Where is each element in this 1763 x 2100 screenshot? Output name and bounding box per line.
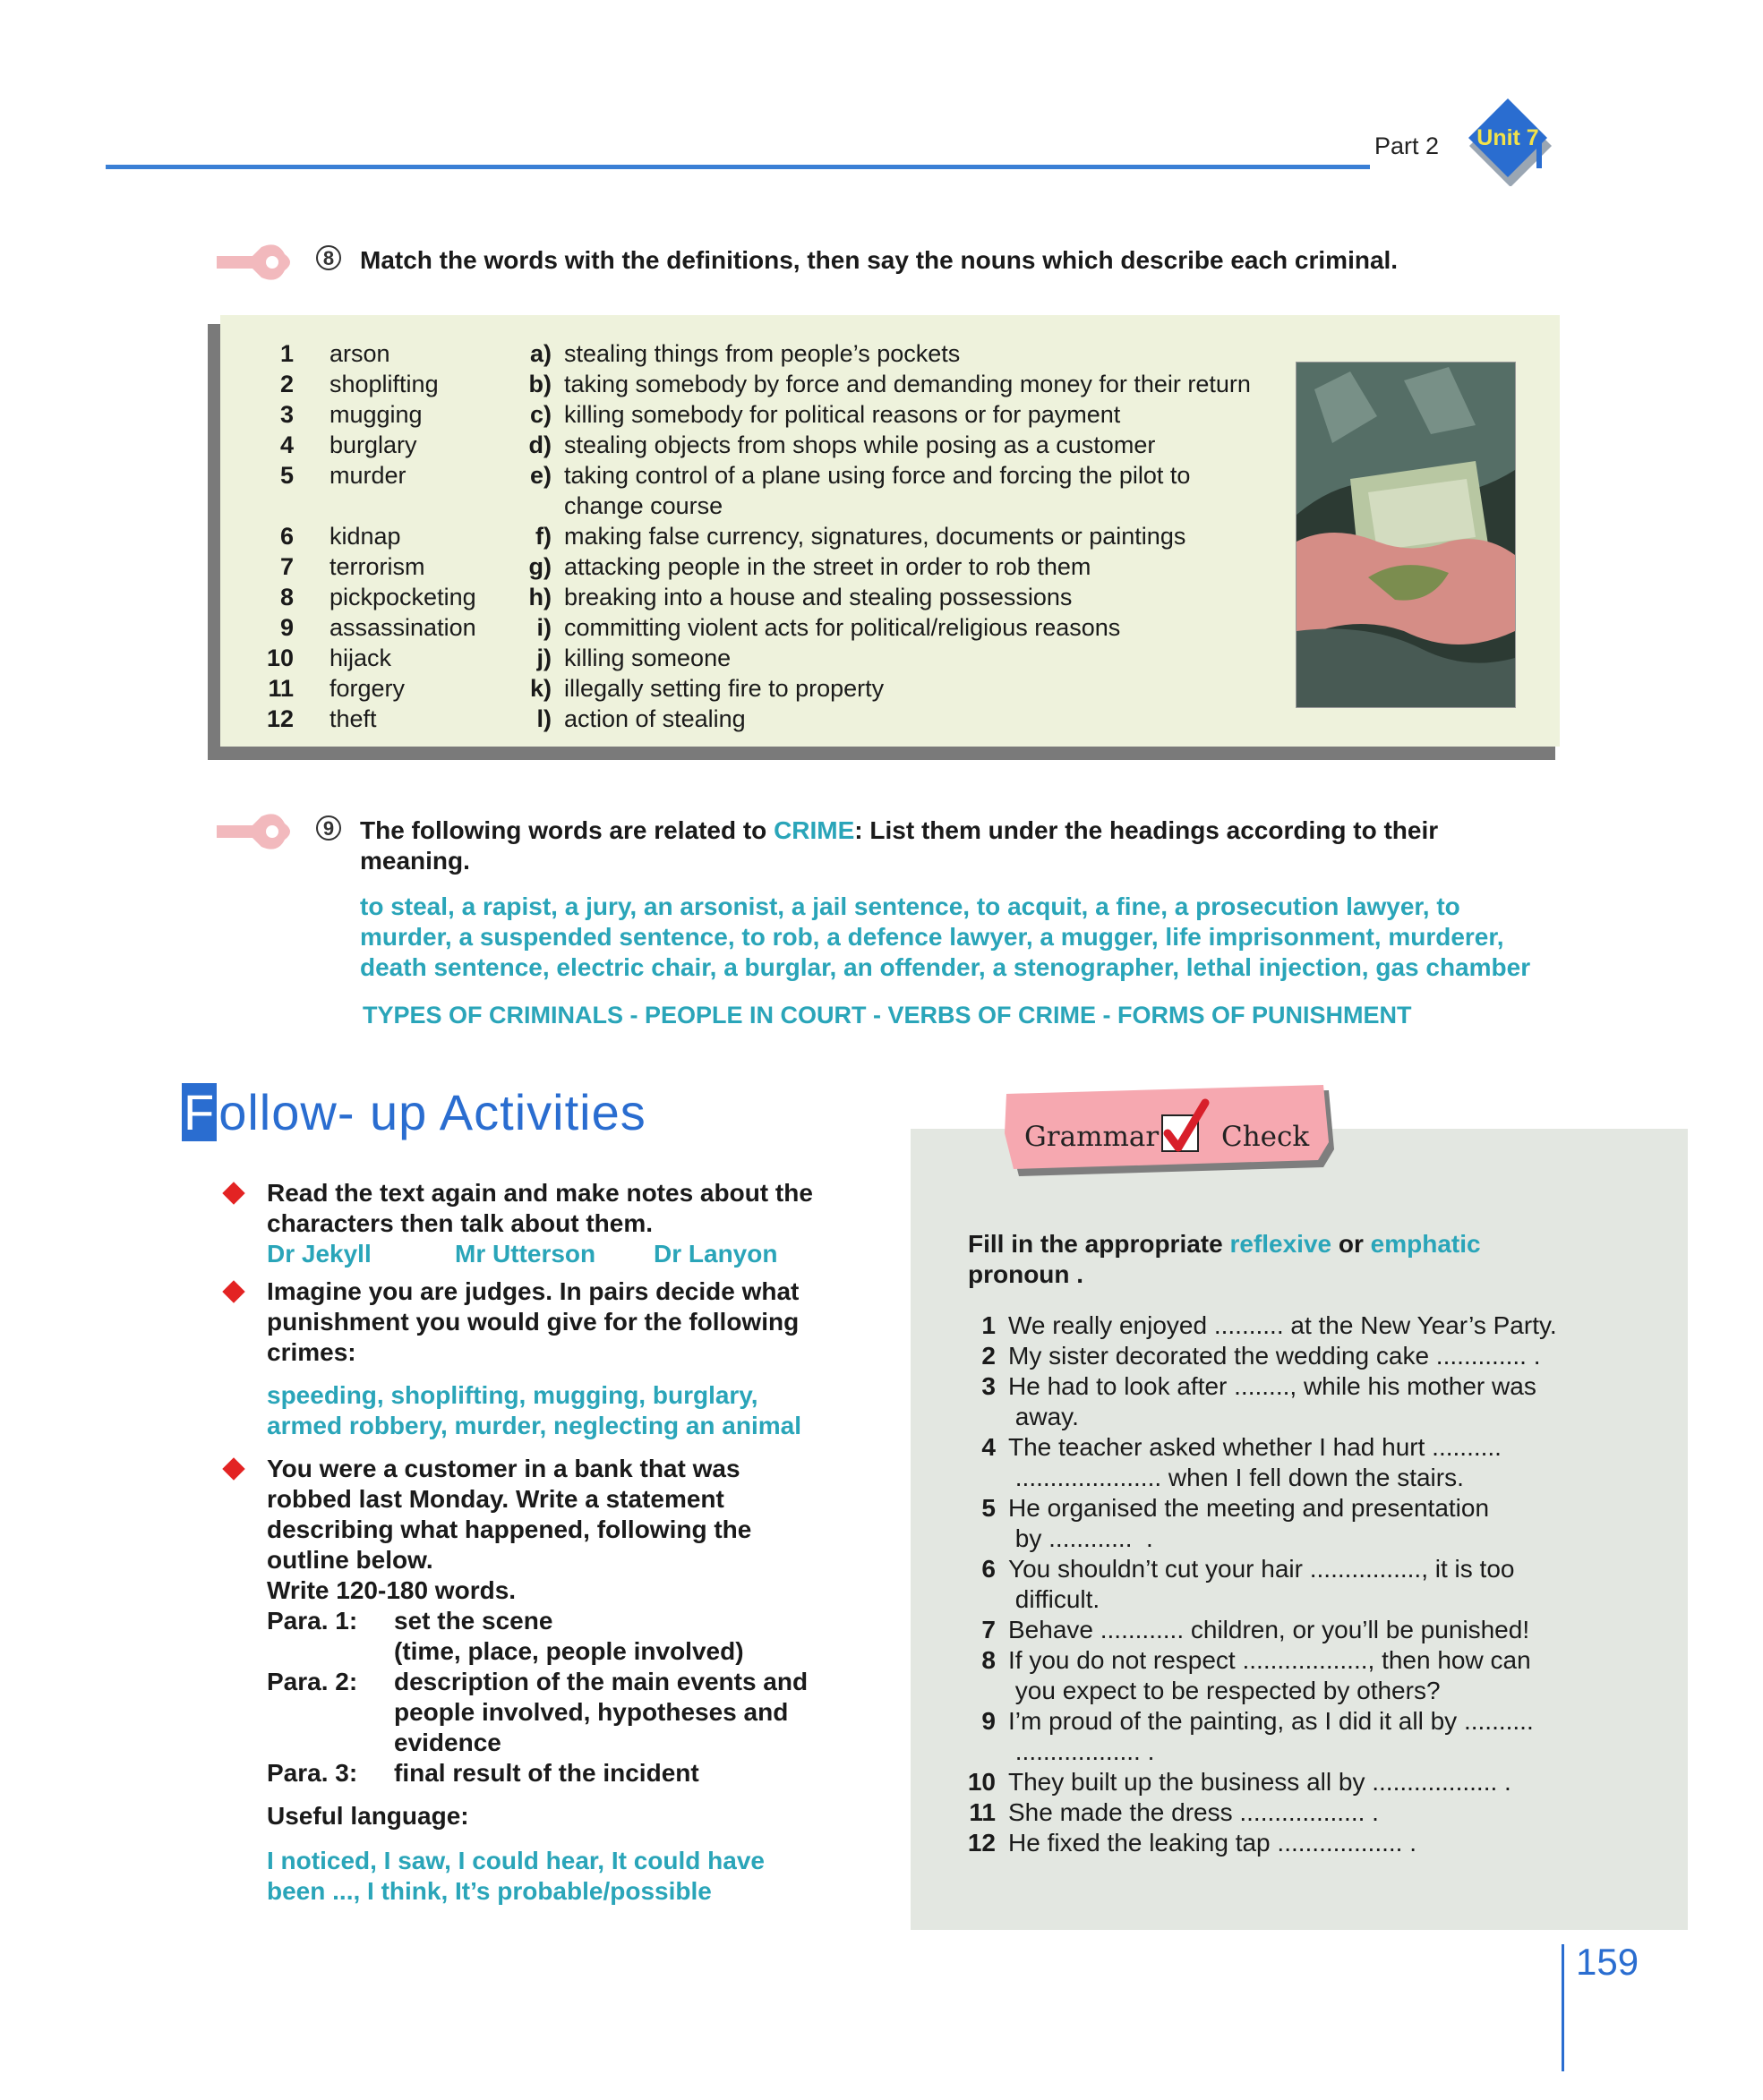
grammar-instr-line2: pronoun . — [968, 1260, 1084, 1288]
match-definition — [564, 338, 1280, 369]
money-hands-photo — [1296, 362, 1516, 708]
grammar-sentence-number: 7 — [981, 1616, 996, 1643]
grammar-sentence-line: ..................... when I fell down the stairs. — [1008, 1464, 1464, 1491]
grammar-instr-pre: Fill in the appropriate — [968, 1230, 1230, 1258]
match-word-number: 6 — [279, 523, 294, 550]
grammar-sentence-text — [1008, 1797, 1549, 1828]
match-word-number: 8 — [279, 584, 294, 610]
grammar-instructions — [968, 1229, 1648, 1290]
character-name: Dr Jekyll — [267, 1240, 372, 1268]
grammar-sentence-number: 9 — [981, 1707, 996, 1735]
match-word-number: 1 — [279, 340, 294, 367]
grammar-sentence-number: 4 — [981, 1433, 996, 1461]
grammar-instr-mid: or — [1331, 1230, 1371, 1258]
match-word-number: 12 — [266, 705, 294, 732]
match-definition — [564, 551, 1280, 582]
grammar-sentence-line: He fixed the leaking tap .................. . — [1008, 1829, 1416, 1857]
exercise-9-title-post: : List them under the headings according to their — [854, 816, 1439, 844]
match-word: forgery — [329, 675, 406, 702]
match-definition — [564, 582, 1280, 612]
crime-words-line: to steal, a rapist, a jury, an arsonist, a jail sentence, to acquit, a fine, a prosecution lawyer, to — [360, 892, 1460, 920]
crime-words-list — [360, 892, 1560, 983]
para-1 — [267, 1606, 840, 1667]
bullet-diamond-icon — [222, 1457, 244, 1480]
followup-item-1-line: Read the text again and make notes about the — [267, 1179, 813, 1207]
match-word-number: 7 — [279, 553, 294, 580]
para-label: Para. 3: — [267, 1759, 358, 1787]
match-def-letter: e) — [529, 462, 552, 489]
character-list — [267, 1239, 840, 1269]
match-word: shoplifting — [329, 371, 439, 397]
grammar-sentence-line: difficult. — [1008, 1585, 1100, 1613]
match-word: burglary — [329, 431, 417, 458]
grammar-keyword-emphatic: emphatic — [1370, 1230, 1481, 1258]
para-text: final result of the incident — [394, 1759, 699, 1787]
para-3 — [267, 1758, 840, 1788]
match-word-number: 2 — [279, 371, 294, 397]
match-definition — [564, 643, 1280, 673]
match-word-number: 9 — [279, 614, 294, 641]
followup-item-2-line: crimes: — [267, 1338, 356, 1366]
match-definition — [564, 430, 1280, 460]
match-definition-text: breaking into a house and stealing possessions — [564, 584, 1073, 610]
match-definition-text: attacking people in the street in order to rob them — [564, 553, 1091, 580]
useful-language-line: I noticed, I saw, I could hear, It could have — [267, 1847, 765, 1874]
followup-item-2 — [267, 1276, 840, 1441]
grammar-keyword-reflexive: reflexive — [1229, 1230, 1332, 1258]
grammar-sentence-line: We really enjoyed .......... at the New Year’s Party. — [1008, 1311, 1557, 1339]
match-def-letter: h) — [528, 584, 552, 610]
match-definition — [564, 521, 1280, 551]
para-text: (time, place, people involved) — [394, 1637, 744, 1665]
exercise-9-title-pre: The following words are related to — [360, 816, 775, 844]
match-word: assassination — [329, 614, 476, 641]
match-word: mugging — [329, 401, 423, 428]
match-def-letter: g) — [528, 553, 552, 580]
para-text: evidence — [394, 1729, 501, 1756]
match-definition — [564, 612, 1280, 643]
exercise-pin-icon — [215, 242, 295, 283]
grammar-sentence-text — [1008, 1706, 1549, 1767]
match-definition — [564, 704, 1280, 734]
header-rule — [106, 165, 1370, 169]
para-2 — [267, 1667, 840, 1758]
match-definition-text: making false currency, signatures, documents or paintings — [564, 523, 1186, 550]
grammar-tag-left: Grammar — [1024, 1121, 1160, 1153]
match-def-letter: j) — [536, 645, 552, 671]
match-definition-text: committing violent acts for political/religious reasons — [564, 614, 1121, 641]
match-definition-text: action of stealing — [564, 705, 746, 732]
match-word: murder — [329, 462, 407, 489]
grammar-sentence-text — [1008, 1432, 1549, 1493]
exercise-8-number: 8 — [322, 247, 335, 269]
character-name: Mr Utterson — [455, 1240, 596, 1268]
part-label: Part 2 — [1374, 132, 1440, 159]
grammar-sentence-text — [1008, 1493, 1549, 1554]
match-definition-text: killing someone — [564, 645, 732, 671]
exercise-9-title-line2: meaning. — [360, 847, 470, 875]
match-def-letter: d) — [528, 431, 552, 458]
para-label: Para. 1: — [267, 1607, 358, 1635]
exercise-9-number-badge — [315, 815, 342, 846]
match-word: pickpocketing — [329, 584, 476, 610]
match-word-number: 4 — [279, 431, 294, 458]
grammar-sentence-text — [1008, 1767, 1549, 1797]
match-definition — [564, 673, 1280, 704]
grammar-sentence-text — [1008, 1645, 1549, 1706]
grammar-sentence-number: 6 — [981, 1555, 996, 1583]
followup-item-2-line: Imagine you are judges. In pairs decide what — [267, 1277, 800, 1305]
grammar-sentence-number: 10 — [967, 1768, 996, 1796]
match-definition-text: illegally setting fire to property — [564, 675, 885, 702]
exercise-8-title: Match the words with the definitions, then say the nouns which describe each criminal. — [360, 246, 1399, 274]
grammar-sentence-line: .................. . — [1008, 1737, 1155, 1765]
exercise-9-number: 9 — [322, 817, 335, 840]
match-word: terrorism — [329, 553, 425, 580]
match-word-number: 10 — [266, 645, 294, 671]
crime-words-line: death sentence, electric chair, a burglar, an offender, a stenographer, lethal injection, gas chamber — [360, 953, 1531, 981]
useful-language-label: Useful language: — [267, 1802, 469, 1830]
match-word-number: 5 — [279, 462, 294, 489]
grammar-sentence-line: away. — [1008, 1403, 1079, 1430]
grammar-sentence-text — [1008, 1371, 1549, 1432]
unit-badge — [1461, 95, 1553, 186]
match-word-number: 3 — [279, 401, 294, 428]
exercise-9-title-key: CRIME — [774, 816, 855, 844]
grammar-check-tag — [1003, 1083, 1334, 1176]
followup-item-3-line: outline below. — [267, 1546, 433, 1574]
followup-item-3-line: robbed last Monday. Write a statement — [267, 1485, 724, 1513]
grammar-sentence-number: 3 — [981, 1372, 996, 1400]
grammar-sentence-text — [1008, 1554, 1549, 1615]
grammar-sentence-text — [1008, 1310, 1557, 1341]
match-def-letter: a) — [529, 340, 552, 367]
grammar-sentence-text — [1008, 1341, 1549, 1371]
grammar-sentence-text — [1008, 1828, 1549, 1858]
match-definition-text: stealing objects from shops while posing as a customer — [564, 431, 1156, 458]
crime-words-line: murder, a suspended sentence, to rob, a defence lawyer, a mugger, life imprisonment, murderer, — [360, 923, 1504, 951]
exercise-8-number-badge — [315, 244, 342, 276]
followup-item-1 — [267, 1178, 840, 1269]
followup-title-initial: F — [184, 1084, 216, 1140]
grammar-sentence-number: 2 — [981, 1342, 996, 1370]
page-number: 159 — [1576, 1941, 1639, 1983]
match-definition-text: change course — [564, 492, 723, 519]
grammar-sentence-line: She made the dress .................. . — [1008, 1798, 1379, 1826]
crimes-line: armed robbery, murder, neglecting an animal — [267, 1412, 801, 1439]
bullet-diamond-icon — [222, 1280, 244, 1302]
grammar-sentence-number: 8 — [981, 1646, 996, 1674]
grammar-sentence-text — [1008, 1615, 1549, 1645]
grammar-sentence-line: If you do not respect .................., then how can — [1008, 1646, 1531, 1674]
match-def-letter: l) — [536, 705, 552, 732]
page-number-rule — [1562, 1944, 1564, 2071]
exercise-pin-icon — [215, 811, 295, 852]
crime-headings: TYPES OF CRIMINALS - PEOPLE IN COURT - VERBS OF CRIME - FORMS OF PUNISHMENT — [363, 1002, 1412, 1029]
match-def-letter: f) — [535, 523, 552, 550]
para-text: people involved, hypotheses and — [394, 1698, 789, 1726]
followup-item-3-line: Write 120-180 words. — [267, 1576, 517, 1604]
useful-language-line: been ..., I think, It’s probable/possible — [267, 1877, 712, 1905]
match-def-letter: c) — [529, 401, 552, 428]
grammar-sentence-line: Behave ............ children, or you’ll be punished! — [1008, 1616, 1530, 1643]
grammar-sentence-line: He had to look after ........, while his mother was — [1008, 1372, 1536, 1400]
match-def-letter: k) — [529, 675, 552, 702]
grammar-sentence-number: 12 — [967, 1829, 996, 1857]
match-def-letter: b) — [528, 371, 552, 397]
match-definition-text: taking somebody by force and demanding money for their return — [564, 371, 1251, 397]
grammar-sentence-number: 11 — [969, 1798, 996, 1826]
match-word: hijack — [329, 645, 392, 671]
match-word-number: 11 — [268, 675, 294, 702]
grammar-sentence-line: You shouldn’t cut your hair ................, it is too — [1008, 1555, 1515, 1583]
crimes-line: speeding, shoplifting, mugging, burglary, — [267, 1381, 758, 1409]
para-text: set the scene — [394, 1607, 553, 1635]
match-definition — [564, 369, 1280, 399]
match-word: arson — [329, 340, 390, 367]
grammar-sentence-line: I’m proud of the painting, as I did it all by .......... — [1008, 1707, 1534, 1735]
match-definition — [564, 399, 1280, 430]
grammar-sentence-line: The teacher asked whether I had hurt .......... — [1008, 1433, 1502, 1461]
match-definition-text: stealing things from people’s pockets — [564, 340, 961, 367]
unit-label: Unit 7 — [1476, 125, 1539, 150]
grammar-sentence-line: you expect to be respected by others? — [1008, 1677, 1441, 1704]
grammar-sentence-line: They built up the business all by .................. . — [1008, 1768, 1511, 1796]
grammar-sentence-number: 1 — [981, 1311, 996, 1339]
bullet-diamond-icon — [222, 1182, 244, 1204]
followup-item-3 — [267, 1454, 840, 1907]
match-definition — [564, 460, 1280, 521]
match-word: kidnap — [329, 523, 401, 550]
para-text: description of the main events and — [394, 1668, 809, 1695]
match-word: theft — [329, 705, 377, 732]
character-name: Dr Lanyon — [654, 1240, 778, 1268]
followup-item-1-line: characters then talk about them. — [267, 1209, 654, 1237]
grammar-sentence-number: 5 — [981, 1494, 996, 1522]
exercise-9-title — [360, 815, 1551, 876]
followup-title — [182, 1083, 646, 1141]
para-label: Para. 2: — [267, 1668, 358, 1695]
match-definition-text: taking control of a plane using force and forcing the pilot to — [564, 462, 1191, 489]
match-def-letter: i) — [536, 614, 552, 641]
grammar-tag-right: Check — [1221, 1121, 1310, 1153]
followup-item-3-line: describing what happened, following the — [267, 1515, 752, 1543]
match-definition-text: killing somebody for political reasons or for payment — [564, 401, 1121, 428]
followup-item-2-line: punishment you would give for the following — [267, 1308, 800, 1336]
grammar-sentence-line: He organised the meeting and presentation — [1008, 1494, 1490, 1522]
followup-title-rest: ollow- up Activities — [218, 1084, 646, 1140]
grammar-sentence-line: by ............ . — [1008, 1524, 1153, 1552]
followup-item-3-line: You were a customer in a bank that was — [267, 1455, 740, 1482]
grammar-sentence-line: My sister decorated the wedding cake ............. . — [1008, 1342, 1541, 1370]
